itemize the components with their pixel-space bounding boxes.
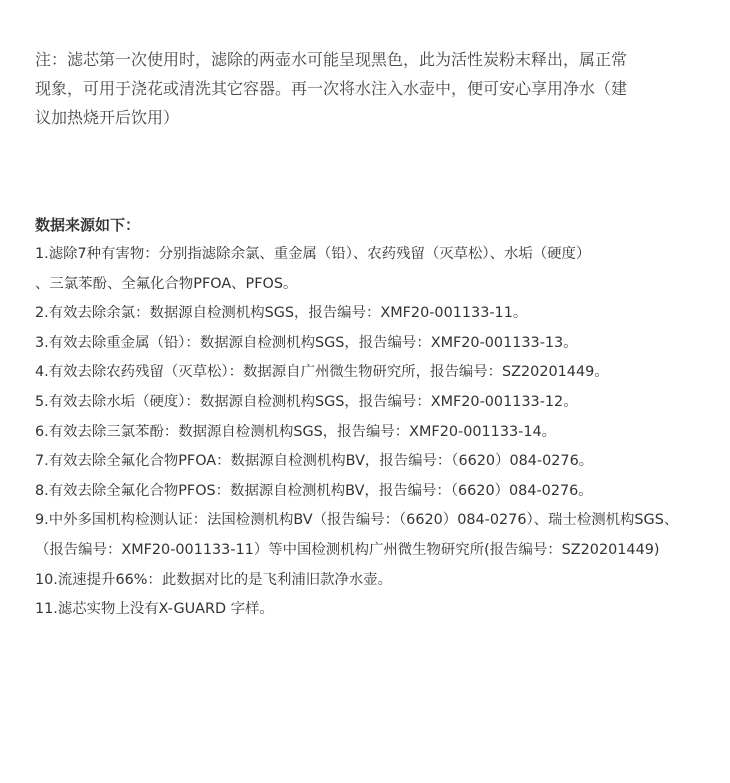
data-sources-section [35, 211, 725, 625]
source-line: 、三氯苯酚、全氟化合物PFOA、PFOS。 [35, 275, 298, 292]
note-line: 议加热烧开后饮用） [35, 108, 180, 127]
source-line: 10.流速提升66%：此数据对比的是飞利浦旧款净水壶。 [35, 571, 393, 588]
source-line: 3.有效去除重金属（铅）：数据源自检测机构SGS，报告编号：XMF20-001133-13。 [35, 334, 578, 351]
source-line: 1.滤除7种有害物：分别指滤除余氯、重金属（铅）、农药残留（灭草松）、水垢（硬度） [35, 246, 591, 262]
note-line: 现象，可用于浇花或清洗其它容器。再一次将水注入水壶中，便可安心享用净水（建 [35, 79, 628, 98]
source-line: 9.中外多国机构检测认证：法国检测机构BV（报告编号：（6620）084-0276）、瑞士检测机构SGS、 [35, 512, 679, 529]
filter-usage-note [35, 45, 695, 132]
source-line: 6.有效去除三氯苯酚：数据源自检测机构SGS，报告编号：XMF20-001133-14。 [35, 423, 557, 440]
source-line: 7.有效去除全氟化合物PFOA：数据源自检测机构BV，报告编号：（6620）084-0276。 [35, 453, 594, 470]
note-line: 注：滤芯第一次使用时，滤除的两壶水可能呈现黑色，此为活性炭粉末释出，属正常 [35, 50, 628, 69]
source-line: （报告编号：XMF20-001133-11）等中国检测机构广州微生物研究所(报告编号：SZ20201449) [35, 541, 660, 558]
source-line: 4.有效去除农药残留（灭草松）：数据源自广州微生物研究所，报告编号：SZ20201449。 [35, 364, 609, 381]
source-line: 2.有效去除余氯：数据源自检测机构SGS，报告编号：XMF20-001133-11。 [35, 305, 528, 322]
source-line: 8.有效去除全氟化合物PFOS：数据源自检测机构BV，报告编号：（6620）084-0276。 [35, 482, 593, 499]
source-line: 11.滤芯实物上没有X-GUARD 字样。 [35, 601, 274, 618]
source-line: 5.有效去除水垢（硬度）：数据源自检测机构SGS，报告编号：XMF20-001133-12。 [35, 393, 578, 410]
data-sources-title: 数据来源如下： [35, 216, 141, 234]
